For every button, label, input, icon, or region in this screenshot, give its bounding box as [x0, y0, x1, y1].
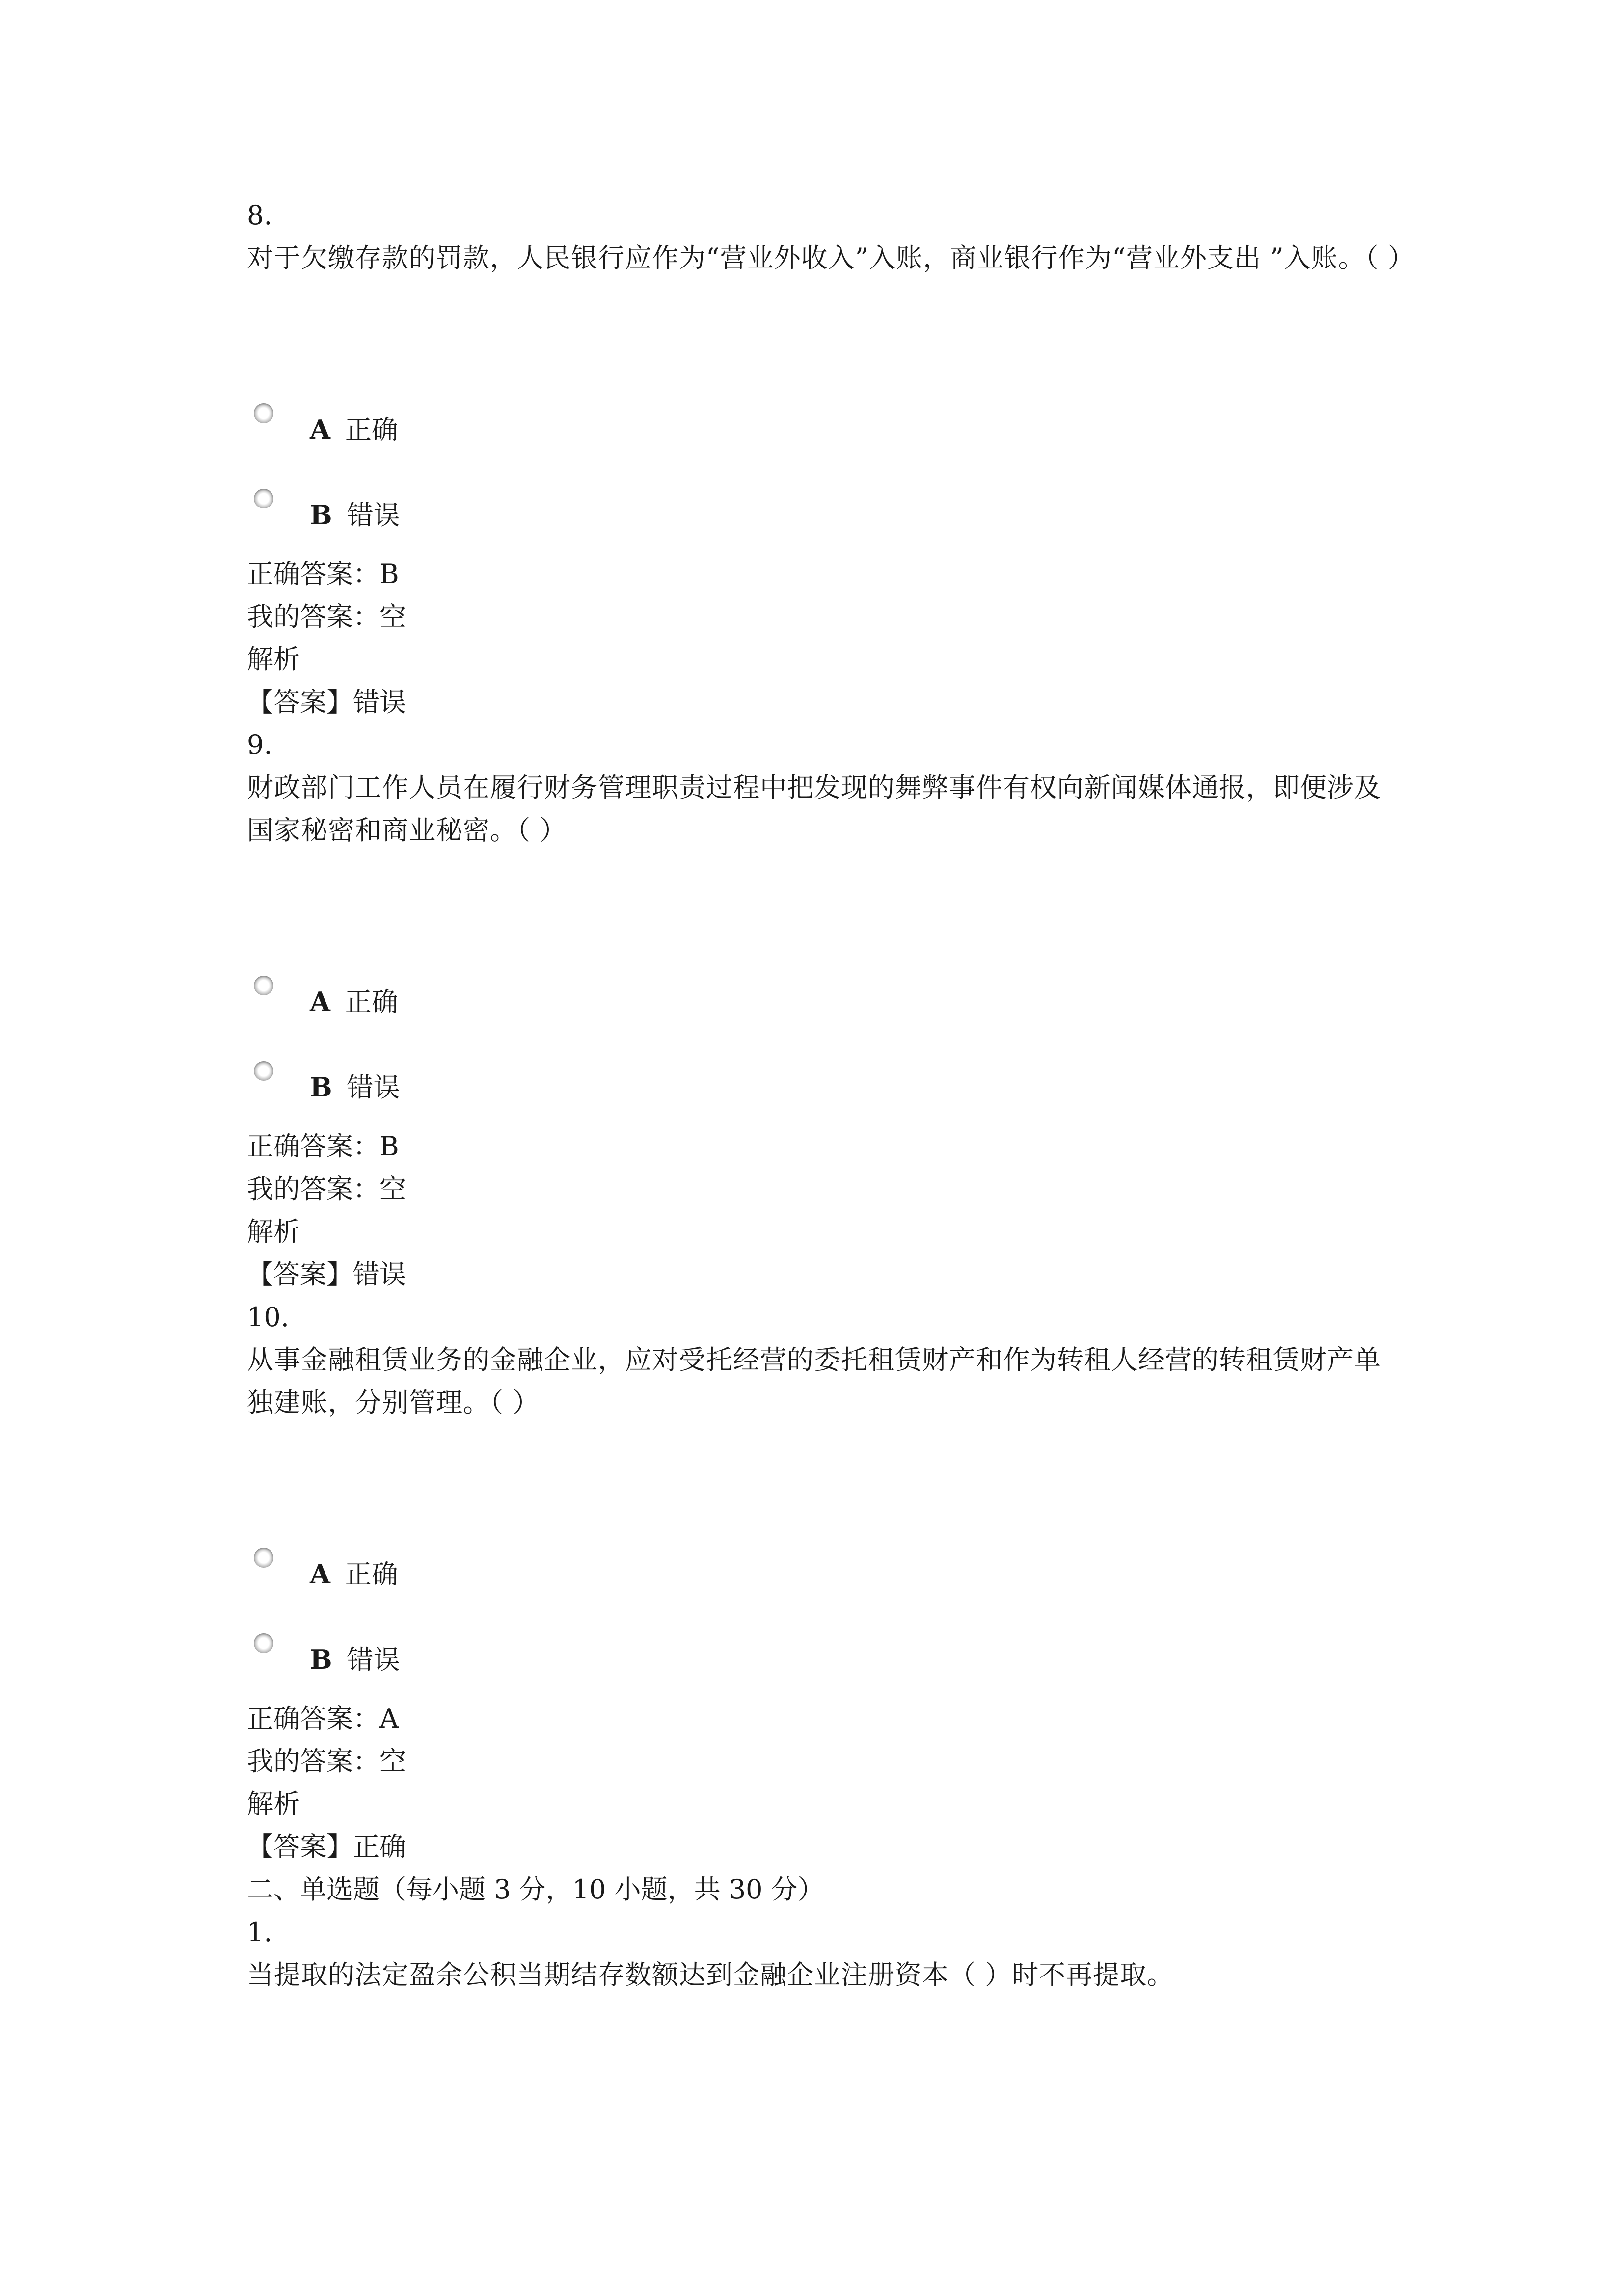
option-letter: A [310, 414, 330, 445]
section-heading: 二、单选题（每小题 3 分，10 小题，共 30 分） [247, 1874, 824, 1905]
spacer [247, 852, 1406, 976]
exam-page [247, 194, 1415, 1996]
option-label: 错误 [347, 1644, 400, 1675]
question-9 [247, 723, 1406, 1296]
option-label: 错误 [347, 500, 400, 531]
analysis-answer: 【答案】错误 [247, 687, 406, 718]
option-letter: A [310, 1558, 330, 1590]
analysis-title: 解析 [247, 1216, 300, 1247]
option-label: 错误 [347, 1072, 400, 1103]
question-text: 从事金融租赁业务的金融企业，应对受托经营的委托租赁财产和作为转租人经营的转租赁财产单独建账，分别管理。（ ） [247, 1344, 1381, 1418]
radio-button-icon[interactable] [254, 976, 273, 995]
option-letter: B [310, 1071, 332, 1103]
question-text: 当提取的法定盈余公积当期结存数额达到金融企业注册资本（ ）时不再提取。 [247, 1959, 1174, 1990]
single-choice-question-1 [247, 1911, 1406, 1996]
radio-button-icon[interactable] [254, 1061, 273, 1081]
question-text: 对于欠缴存款的罚款，人民银行应作为“营业外收入”入账，商业银行作为“营业外支出 ”入账。（ ） [247, 242, 1415, 273]
spacer [247, 1424, 1406, 1548]
question-number: 1. [247, 1917, 272, 1948]
option-label: 正确 [345, 414, 398, 445]
option-a[interactable] [247, 1548, 1406, 1633]
option-b[interactable] [247, 1633, 1406, 1697]
correct-answer: 正确答案：B [247, 559, 399, 589]
my-answer: 我的答案：空 [247, 601, 406, 632]
analysis-title: 解析 [247, 644, 300, 675]
option-b[interactable] [247, 1061, 1406, 1125]
question-8 [247, 194, 1415, 723]
my-answer: 我的答案：空 [247, 1746, 406, 1777]
question-text: 财政部门工作人员在履行财务管理职责过程中把发现的舞弊事件有权向新闻媒体通报，即便涉及国家秘密和商业秘密。（ ） [247, 772, 1381, 846]
question-10 [247, 1296, 1406, 1868]
question-number: 10. [247, 1302, 289, 1333]
option-letter: B [310, 1644, 332, 1675]
radio-button-icon[interactable] [254, 403, 273, 423]
option-label: 正确 [345, 987, 398, 1017]
option-letter: B [310, 499, 332, 531]
option-a[interactable] [247, 403, 1406, 489]
radio-button-icon[interactable] [254, 1548, 273, 1568]
option-label: 正确 [345, 1559, 398, 1590]
option-letter: A [310, 986, 330, 1017]
radio-button-icon[interactable] [254, 1633, 273, 1653]
my-answer: 我的答案：空 [247, 1174, 406, 1204]
analysis-answer: 【答案】正确 [247, 1831, 406, 1862]
radio-button-icon[interactable] [254, 489, 273, 508]
spacer [247, 279, 1406, 403]
analysis-title: 解析 [247, 1789, 300, 1819]
correct-answer: 正确答案：A [247, 1703, 399, 1734]
question-number: 9. [247, 729, 272, 760]
analysis-answer: 【答案】错误 [247, 1259, 406, 1290]
question-number: 8. [247, 200, 272, 231]
option-a[interactable] [247, 976, 1406, 1061]
option-b[interactable] [247, 489, 1406, 553]
correct-answer: 正确答案：B [247, 1131, 399, 1162]
